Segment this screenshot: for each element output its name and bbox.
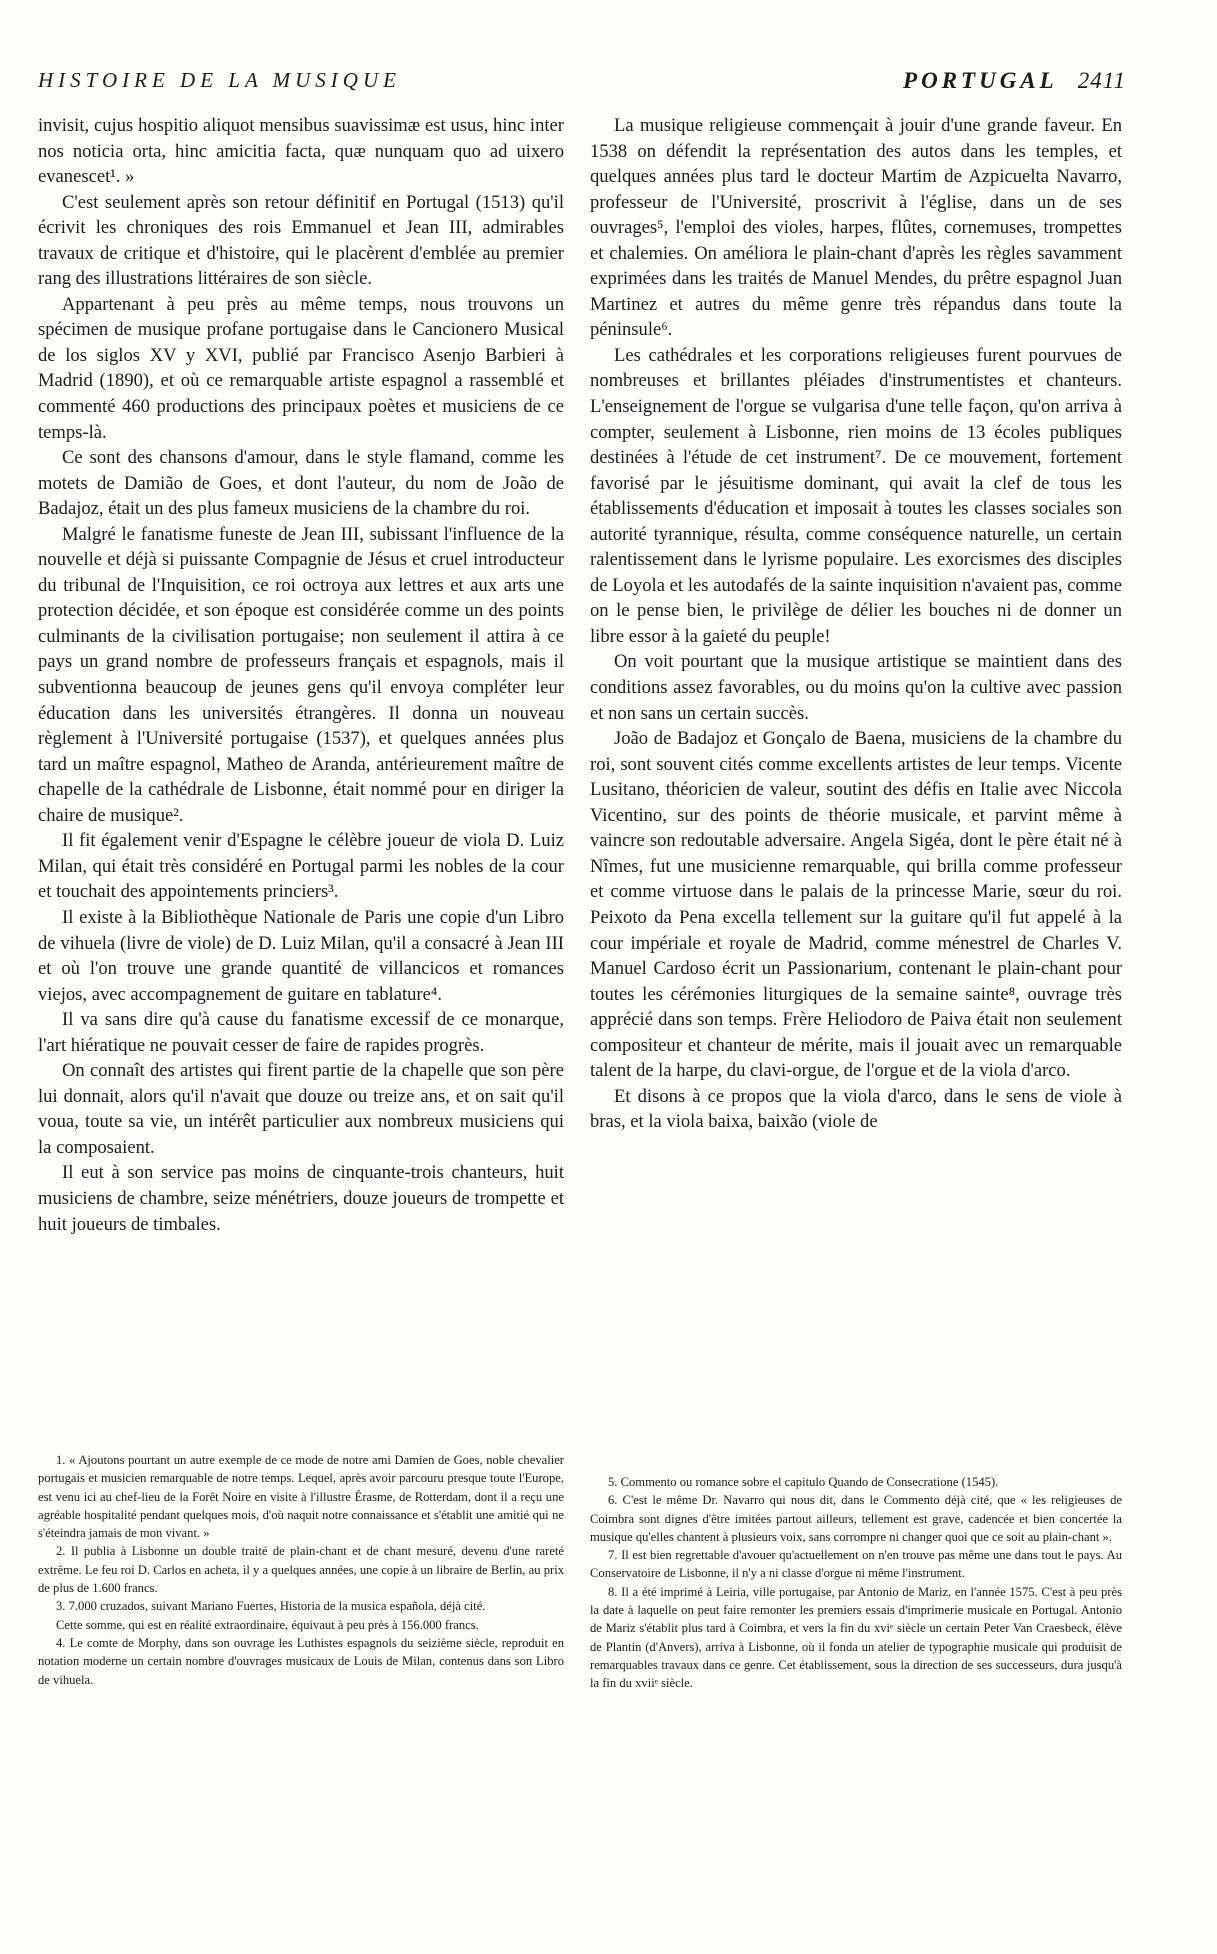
- footnote: 3. 7.000 cruzados, suivant Mariano Fuertes, Historia de la musica española, déjà cité.: [56, 1599, 486, 1614]
- paragraph: invisit, cujus hospitio aliquot mensibus suavissimæ est usus, hinc inter nos noticia orta, hinc amicitia facta, quæ nunquam quo ad uixero evanescet¹. »: [38, 115, 564, 188]
- footnote: 5. Commento ou romance sobre el capitulo Quando de Consecratione (1545).: [608, 1475, 999, 1489]
- footnote: 4. Le comte de Morphy, dans son ouvrage les Luthistes espagnols du seizième siècle, reproduit en notation moderne un certain nombre d'ouvrages musicaux de Louis de Milan, contenus dans son Libro de vihuela.: [38, 1635, 564, 1687]
- footnote: 6. C'est le même Dr. Navarro qui nous dit, dans le Commento déjà cité, que « les religieuses de Coimbra sont dignes d'être imitées partout ailleurs, tellement est grave, cadencée et bien concertée la musique qu'elles chantent à plusieurs voix, sans corrompre ni changer quoi que ce soit au plain-chant ».: [590, 1493, 1122, 1544]
- paragraph: Il fit également venir d'Espagne le célèbre joueur de viola D. Luiz Milan, qui était très considéré en Portugal parmi les nobles de la cour et touchait des appointements princiers³.: [38, 830, 564, 903]
- running-header: [38, 68, 1126, 104]
- page-number: 2411: [1077, 68, 1126, 93]
- footnote: 7. Il est bien regrettable d'avouer qu'actuellement on n'en trouve pas même une dans tout le pays. Au Conservatoire de Lisbonne, il n'y a ni classe d'orgue ni même l'instrument.: [590, 1548, 1122, 1581]
- paragraph: On connaît des artistes qui firent partie de la chapelle que son père lui donnait, alors qu'il n'avait que douze ou treize ans, et on sait qu'il voua, toute sa vie, un intérêt particulier aux nombreux musiciens qui la composaient.: [38, 1060, 564, 1158]
- left-column: [38, 113, 564, 1237]
- paragraph: Il va sans dire qu'à cause du fanatisme excessif de ce monarque, l'art hiératique ne pouvait cesser de faire de rapides progrès.: [38, 1009, 564, 1056]
- paragraph: Il eut à son service pas moins de cinquante-trois chanteurs, huit musiciens de chambre, seize ménétriers, douze joueurs de trompette et huit joueurs de timbales.: [38, 1162, 564, 1235]
- paragraph: Ce sont des chansons d'amour, dans le style flamand, comme les motets de Damião de Goes, et dont l'auteur, du nom de João de Badajoz, était un des plus fameux musiciens de la chambre du roi.: [38, 447, 564, 520]
- footnote: 2. Il publia à Lisbonne un double traité de plain-chant et de chant mesuré, devenu d'une rareté extrême. Le feu roi D. Carlos en acheta, il y a quelques années, une copie à un libraire de Berlin, au prix de plus de 1.600 francs.: [38, 1544, 564, 1596]
- paragraph: C'est seulement après son retour définitif en Portugal (1513) qu'il écrivit les chroniques des rois Emmanuel et Jean III, admirables travaux de critique et d'histoire, qui le placèrent d'emblée au premier rang des illustrations littéraires de son siècle.: [38, 191, 564, 290]
- header-title: HISTOIRE DE LA MUSIQUE: [38, 68, 401, 92]
- footnote: Cette somme, qui est en réalité extraordinaire, équivaut à peu près à 156.000 francs.: [56, 1617, 479, 1632]
- footnotes-left: [38, 1451, 564, 1689]
- paragraph: Appartenant à peu près au même temps, nous trouvons un spécimen de musique profane portugaise dans le Cancionero Musical de los siglos XV y XVI, publié par Francisco Asenjo Barbieri à Madrid (1890), et où ce remarquable artiste espagnol a rassemblé et commenté 460 productions des principaux poètes et musiciens de ce temps-là.: [38, 293, 564, 443]
- header-section-title: PORTUGAL: [903, 68, 1058, 93]
- paragraph: Et disons à ce propos que la viola d'arco, dans le sens de viole à bras, et la viola baixa, baixão (viole de: [590, 1085, 1122, 1133]
- paragraph: João de Badajoz et Gonçalo de Baena, musiciens de la chambre du roi, sont souvent cités comme excellents artistes de leur temps. Vicente Lusitano, théoricien de valeur, soutint des défis en Italie avec Niccola Vicentino, sur des points de théorie musicale, et parvint même à vaincre son redoutable adversaire. Angela Sigéa, dont le père était né à Nîmes, fut une musicienne remarquable, qui brilla comme professeur et comme virtuose dans le palais de la princesse Marie, sœur du roi. Peixoto da Pena excella tellement sur la guitare qu'il fut appelé à la cour impériale et royale de Madrid, comme ménestrel de Charles V. Manuel Cardoso écrit un Passionarium, contenant le plain-chant pour toutes les cérémonies liturgiques de la semaine sainte⁸, ouvrage très apprécié dans son temps. Frère Heliodoro de Paiva était non seulement compositeur et chanteur de mérite, mais il jouait avec un remarquable talent de la harpe, du clavi-orgue, de l'orgue et de la viola d'arco.: [590, 728, 1122, 1082]
- header-section: [903, 68, 1126, 94]
- paragraph: Il existe à la Bibliothèque Nationale de Paris une copie d'un Libro de vihuela (livre de viole) de D. Luiz Milan, qu'il a consacré à Jean III et où l'on trouve une grande quantité de villancicos et romances viejos, avec accompagnement de guitare en tablature⁴.: [38, 906, 564, 1005]
- paragraph: Les cathédrales et les corporations religieuses furent pourvues de nombreuses et brillantes pléiades d'instrumentistes et chanteurs. L'enseignement de l'orgue se vulgarisa d'une telle façon, qu'on arriva à compter, seulement à Lisbonne, rien moins de 13 écoles publiques destinées à l'étude de cet instrument⁷. De ce mouvement, fortement favorisé par le jésuitisme dominant, qui avait la clef de tous les établissements d'éducation et imposait à toutes les classes sociales son autorité tyrannique, résulta, comme conséquence naturelle, un certain ralentissement dans le lyrisme populaire. Les exorcismes des disciples de Loyola et les autodafés de la sainte inquisition n'avaient pas, comme on le pense bien, le privilège de délier les bouches ni de donner un libre essor à la gaieté du peuple!: [590, 344, 1122, 647]
- paragraph: La musique religieuse commençait à jouir d'une grande faveur. En 1538 on défendit la représentation des autos dans les temples, et quelques années plus tard le docteur Martim de Azpicuelta Navarro, professeur de l'Université, proscrivit à l'église, dans un de ses ouvrages⁵, l'emploi des violes, harpes, flûtes, cornemuses, trompettes et chalemies. On améliora le plain-chant d'après les règles savamment exprimées dans les traités de Manuel Mendes, du prêtre espagnol Juan Martinez et autres du même genre très répandus dans toute la péninsule⁶.: [590, 115, 1122, 341]
- footnote: 8. Il a été imprimé à Leiria, ville portugaise, par Antonio de Mariz, en l'année 1575. C'est à peu près la date à laquelle on peut faire remonter les premiers essais d'imprimerie musicale en Portugal. Antonio de Mariz s'établit plus tard à Coimbra, et vers la fin du xviᵉ siècle un certain Peter Van Craesbeck, élève de Plantin (d'Anvers), arriva à Lisbonne, où il fonda un atelier de typographie musicale qui produisit de remarquables travaux dans ce genre. Cet établissement, sous la direction de ses successeurs, dura jusqu'à la fin du xviiᵉ siècle.: [590, 1584, 1122, 1691]
- footnote: 1. « Ajoutons pourtant un autre exemple de ce mode de notre ami Damien de Goes, noble chevalier portugais et musicien remarquable de notre temps. Lequel, après avoir parcouru presque toute l'Europe, est venu ici au chef-lieu de la Forêt Noire en visite à l'illustre Érasme, de Rotterdam, dont il a reçu une agréable hospitalité pendant quelques mois, d'où naquit notre connaissance et s'établit une amitié qui ne s'éteindra jamais de mon vivant. »: [38, 1453, 564, 1541]
- paragraph: Malgré le fanatisme funeste de Jean III, subissant l'influence de la nouvelle et déjà si puissante Compagnie de Jésus et cruel introducteur du tribunal de l'Inquisition, ce roi octroya aux lettres et aux arts une protection décidée, et son époque est considérée comme un des points culminants de la civilisation portugaise; non seulement il attira à ce pays un grand nombre de professeurs français et espagnols, mais il subventionna beaucoup de jeunes gens qu'il envoya compléter leur éducation dans les universités étrangères. Il donna un nouveau règlement à l'Université portugaise (1537), et quelques années plus tard un maître espagnol, Matheo de Aranda, antérieurement maître de chapelle de la cathédrale de Lisbonne, était nommé pour en diriger la chaire de musique².: [38, 523, 564, 826]
- paragraph: On voit pourtant que la musique artistique se maintient dans des conditions assez favorables, ou du moins qu'on la cultive avec passion et non sans un certain succès.: [590, 651, 1122, 724]
- footnotes-right: [590, 1473, 1122, 1693]
- right-column: [590, 113, 1122, 1135]
